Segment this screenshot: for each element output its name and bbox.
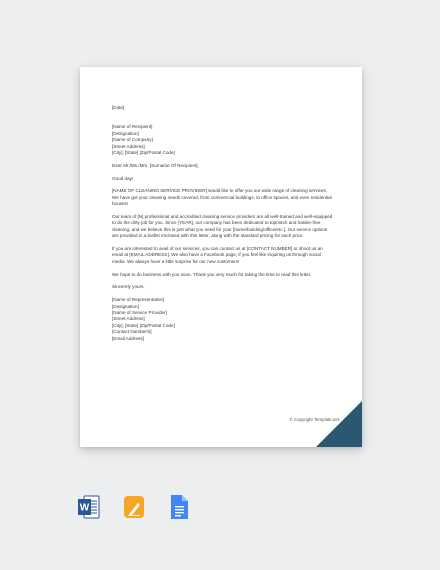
pages-icon[interactable]	[123, 494, 145, 520]
word-icon-graphic	[78, 494, 100, 520]
body-paragraph: If you are interested to avail of our services, you can contact us at [CONTACT NUMBER] or shoot us an email at [EMAIL ADDRESS]. We also have a Facebook page, if you feel like inquiring us through social media. We always have a little surprise for our new customers!	[112, 246, 323, 264]
recipient-line: [Designation]	[112, 130, 139, 136]
signature-line: [Name of Representative]	[112, 297, 165, 303]
recipient-line: [Name of Company]	[112, 137, 153, 143]
pages-icon-graphic	[123, 494, 145, 520]
word-letter: W	[79, 502, 90, 514]
signature-block	[112, 297, 334, 342]
recipient-block	[112, 124, 334, 156]
recipient-line: [Street Address]	[112, 143, 145, 149]
body-paragraph: Our team of [N] professional and accredited cleaning service providers are all well-trained and well-equipped to do the dirty job for you. Since [YEAR], our company has been dedicated to topnotch and hassle-free cleaning, and we believe this is just what you need for your [home/building/office/etc.]. Our service options are provided in a leaflet enclosed with this letter, along with the standard pricing for each price.	[112, 214, 333, 239]
letter-document	[80, 67, 362, 447]
closing: Sincerely yours,	[112, 284, 145, 290]
body-paragraph: We hope to do business with you soon. Thank you very much for taking the time to read this letter.	[112, 271, 312, 277]
greeting: Good day!	[112, 175, 134, 181]
signature-line: [Designation]	[112, 303, 139, 309]
corner-decoration	[316, 401, 362, 447]
letter-date: [Date]	[112, 105, 125, 110]
google-docs-icon-graphic	[168, 494, 190, 520]
app-icons	[78, 494, 190, 520]
word-icon[interactable]	[78, 494, 100, 520]
signature-line: [Contact Number/s]	[112, 329, 152, 335]
salutation: Dear Mr./Ms./Mrs. [Surname Of Recipient],	[112, 162, 199, 168]
body-paragraph: [NAME OF CLEANING SERVICE PROVIDER] would like to offer you our wide range of cleaning services. We have got your cleaning needs covered, from commercial buildings, to office spaces, and even residential houses!	[112, 188, 332, 207]
recipient-line: [City], [State] [Zip/Postal Code]	[112, 150, 175, 156]
signature-line: [City], [State] [Zip/Postal Code]	[112, 322, 175, 328]
google-docs-icon[interactable]	[168, 494, 190, 520]
signature-line: [Street Address]	[112, 316, 145, 322]
copyright-text: © Copyright Template.net	[289, 417, 339, 422]
signature-line: [Name of Service Provider]	[112, 310, 167, 316]
recipient-line: [Name of Recipient]	[112, 124, 153, 130]
signature-line: [Email Address]	[112, 335, 144, 341]
letter-body	[112, 105, 334, 342]
